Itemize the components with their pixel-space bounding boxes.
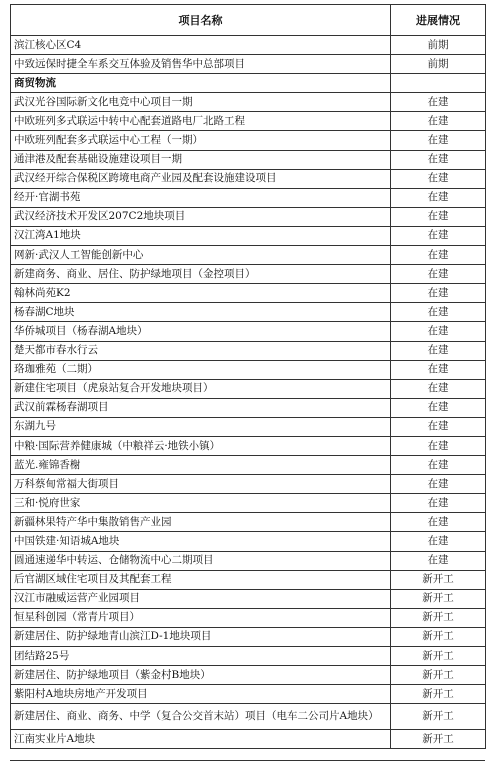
section-row — [11, 74, 486, 93]
status-cell: 在建 — [391, 284, 486, 303]
status-cell: 新开工 — [391, 647, 486, 666]
table-row — [11, 494, 486, 513]
table-row — [11, 36, 486, 55]
project-name-cell: 紫阳村A地块房地产开发项目 — [11, 685, 391, 704]
table-row — [11, 551, 486, 570]
status-cell: 在建 — [391, 417, 486, 436]
project-name-cell: 华侨城项目（杨春湖A地块） — [11, 322, 391, 341]
table-row — [11, 570, 486, 589]
status-cell: 新开工 — [391, 666, 486, 685]
project-name-cell: 珞珈雅苑（二期） — [11, 360, 391, 379]
table-row — [11, 265, 486, 284]
status-cell: 在建 — [391, 379, 486, 398]
status-cell: 新开工 — [391, 589, 486, 608]
status-cell: 在建 — [391, 303, 486, 322]
table-row — [11, 436, 486, 455]
project-name-cell: 武汉经开综合保税区跨境电商产业园及配套设施建设项目 — [11, 169, 391, 188]
status-cell: 在建 — [391, 188, 486, 207]
project-name-cell: 新建居住、防护绿地青山滨江D-1地块项目 — [11, 627, 391, 646]
project-name-cell: 武汉光谷国际新文化电竞中心项目一期 — [11, 93, 391, 112]
status-cell: 在建 — [391, 112, 486, 131]
table-row — [11, 456, 486, 475]
project-name-cell: 中欧班列多式联运中转中心配套道路电厂北路工程 — [11, 112, 391, 131]
table-row — [11, 112, 486, 131]
status-cell: 在建 — [391, 150, 486, 169]
status-cell: 新开工 — [391, 685, 486, 704]
status-cell: 在建 — [391, 436, 486, 455]
table-row — [11, 685, 486, 704]
table-header-row — [11, 5, 486, 36]
status-cell: 在建 — [391, 265, 486, 284]
project-name-cell: 东湖九号 — [11, 417, 391, 436]
status-cell — [391, 74, 486, 93]
project-name-cell: 中国铁建·知语城A地块 — [11, 532, 391, 551]
status-cell: 新开工 — [391, 627, 486, 646]
project-name-cell: 网新·武汉人工智能创新中心 — [11, 246, 391, 265]
table-row — [11, 246, 486, 265]
table-row — [11, 169, 486, 188]
status-cell: 在建 — [391, 246, 486, 265]
status-cell: 在建 — [391, 456, 486, 475]
table-row — [11, 93, 486, 112]
project-name-cell: 滨江核心区C4 — [11, 36, 391, 55]
table-row — [11, 417, 486, 436]
table-row — [11, 379, 486, 398]
project-name-cell: 圆通速递华中转运、仓储物流中心二期项目 — [11, 551, 391, 570]
table-row — [11, 532, 486, 551]
project-name-cell: 楚天都市春水行云 — [11, 341, 391, 360]
table-row — [11, 131, 486, 150]
status-cell: 在建 — [391, 322, 486, 341]
status-cell: 在建 — [391, 226, 486, 245]
table-row — [11, 730, 486, 749]
table-row — [11, 704, 486, 730]
project-name-cell: 蓝光.雍锦香榭 — [11, 456, 391, 475]
project-name-cell: 新建商务、商业、居住、防护绿地项目（金控项目） — [11, 265, 391, 284]
project-name-cell: 后官湖区域住宅项目及其配套工程 — [11, 570, 391, 589]
status-cell: 在建 — [391, 93, 486, 112]
project-name-cell: 通津港及配套基础设施建设项目一期 — [11, 150, 391, 169]
status-cell: 在建 — [391, 475, 486, 494]
project-name-cell: 汉江湾A1地块 — [11, 226, 391, 245]
table-row — [11, 398, 486, 417]
status-cell: 在建 — [391, 360, 486, 379]
table-row — [11, 666, 486, 685]
project-name-cell: 中欧班列配套多式联运中心工程（一期） — [11, 131, 391, 150]
project-name-cell: 万科蔡甸常福大街项目 — [11, 475, 391, 494]
project-name-cell: 新疆林果特产华中集散销售产业园 — [11, 513, 391, 532]
project-name-cell: 翰林尚苑K2 — [11, 284, 391, 303]
project-name-cell: 新建住宅项目（虎泉站复合开发地块项目） — [11, 379, 391, 398]
table-row — [11, 55, 486, 74]
table-body — [11, 36, 486, 749]
project-name-cell: 武汉前霖杨春湖项目 — [11, 398, 391, 417]
status-cell: 新开工 — [391, 704, 486, 730]
project-progress-table — [10, 4, 486, 749]
table-row — [11, 188, 486, 207]
status-cell: 在建 — [391, 341, 486, 360]
table-row — [11, 513, 486, 532]
table-row — [11, 322, 486, 341]
section-label: 商贸物流 — [11, 74, 391, 93]
project-name-cell: 团结路25号 — [11, 647, 391, 666]
table-row — [11, 284, 486, 303]
status-cell: 新开工 — [391, 570, 486, 589]
project-name-cell: 江南实业片A地块 — [11, 730, 391, 749]
status-cell: 在建 — [391, 169, 486, 188]
bottom-divider — [10, 760, 485, 761]
table-row — [11, 608, 486, 627]
table-row — [11, 647, 486, 666]
table-row — [11, 303, 486, 322]
project-name-cell: 中粮·国际营养健康城（中粮祥云·地铁小镇） — [11, 436, 391, 455]
status-cell: 在建 — [391, 398, 486, 417]
status-cell: 在建 — [391, 532, 486, 551]
project-table-container — [10, 4, 485, 749]
project-name-cell: 经开·官湖书苑 — [11, 188, 391, 207]
project-name-cell: 汉江市融威运营产业园项目 — [11, 589, 391, 608]
status-cell: 在建 — [391, 551, 486, 570]
table-row — [11, 226, 486, 245]
header-project-name: 项目名称 — [11, 5, 391, 36]
project-name-cell: 三和·悦府世家 — [11, 494, 391, 513]
project-name-cell: 新建居住、防护绿地项目（紫金村B地块） — [11, 666, 391, 685]
table-row — [11, 475, 486, 494]
table-row — [11, 341, 486, 360]
status-cell: 新开工 — [391, 608, 486, 627]
table-row — [11, 589, 486, 608]
project-name-cell: 恒星科创园（常青片项目） — [11, 608, 391, 627]
status-cell: 在建 — [391, 131, 486, 150]
table-row — [11, 150, 486, 169]
status-cell: 前期 — [391, 55, 486, 74]
project-name-cell: 中致远保时捷全车系交互体验及销售华中总部项目 — [11, 55, 391, 74]
project-name-cell: 杨春湖C地块 — [11, 303, 391, 322]
status-cell: 新开工 — [391, 730, 486, 749]
status-cell: 在建 — [391, 494, 486, 513]
header-progress-status: 进展情况 — [391, 5, 486, 36]
table-row — [11, 360, 486, 379]
status-cell: 前期 — [391, 36, 486, 55]
table-row — [11, 627, 486, 646]
status-cell: 在建 — [391, 513, 486, 532]
table-row — [11, 207, 486, 226]
project-name-cell: 新建居住、商业、商务、中学（复合公交首末站）项目（电车二公司片A地块） — [11, 704, 391, 730]
status-cell: 在建 — [391, 207, 486, 226]
project-name-cell: 武汉经济技术开发区207C2地块项目 — [11, 207, 391, 226]
